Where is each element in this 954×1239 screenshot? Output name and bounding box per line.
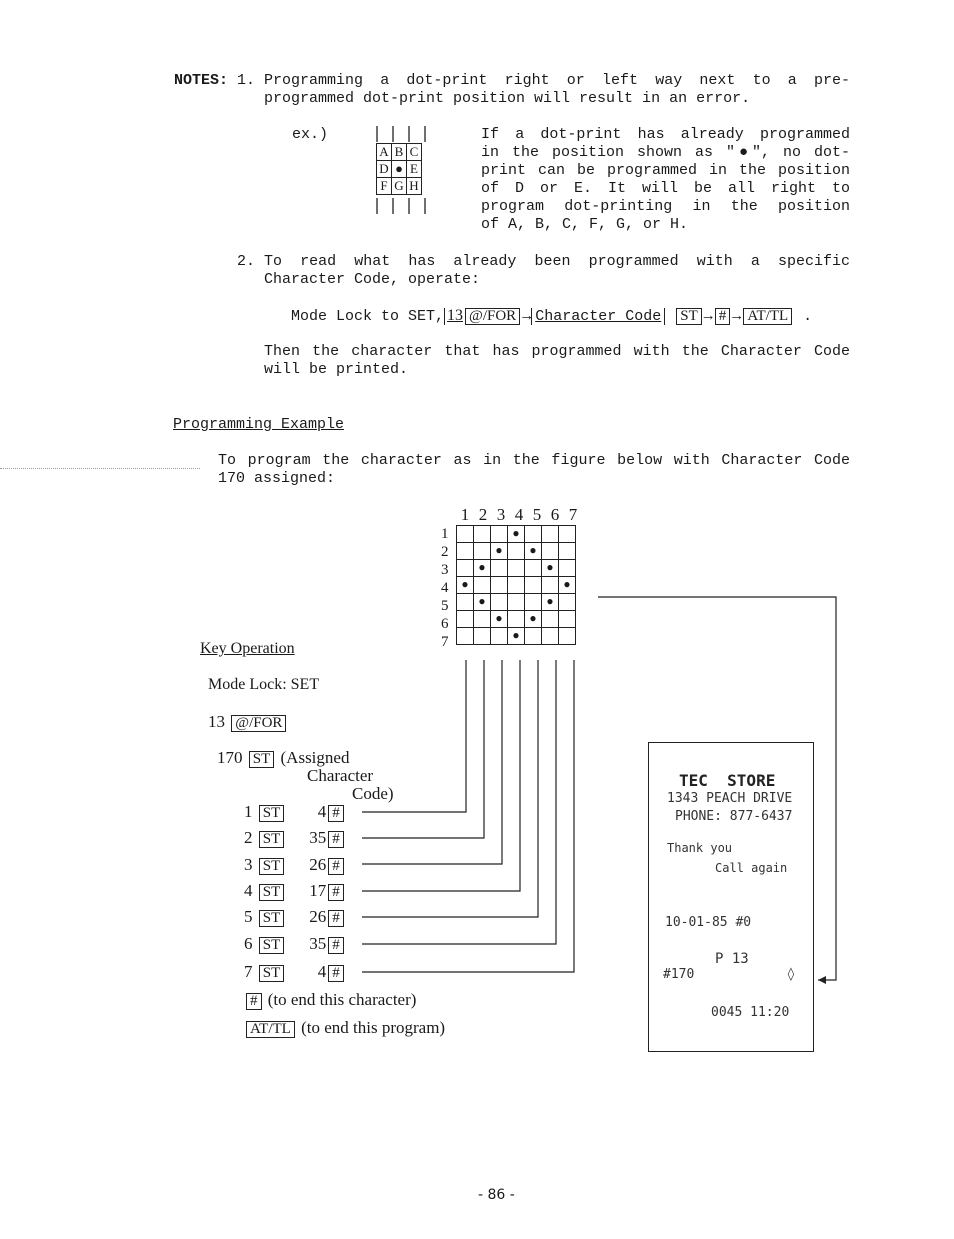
grid-cell-c: C	[407, 144, 422, 161]
grid-cell-d: D	[377, 161, 392, 178]
row-number: 3	[441, 562, 449, 578]
st-key: ST	[676, 308, 702, 325]
hash-key: #	[328, 937, 344, 954]
row-value: 35	[309, 934, 327, 953]
st-key: ST	[249, 751, 275, 768]
row-number: 6	[441, 616, 449, 632]
example-text-2: in the position shown as "●", no dot-	[481, 144, 850, 161]
hash-key: #	[328, 884, 344, 901]
mode-lock-set: Mode Lock: SET	[208, 676, 320, 693]
row-value: 4	[317, 802, 327, 821]
grid-cell-dot: ●	[392, 161, 407, 178]
attl-key: AT/TL	[743, 308, 792, 325]
seq-13: 13	[447, 307, 464, 324]
attl-key: AT/TL	[246, 1021, 295, 1038]
note-1-number: 1.	[237, 72, 256, 89]
col-number: 7	[568, 505, 578, 524]
key-row-5	[244, 907, 346, 927]
col-number: 1	[460, 505, 470, 524]
st-key: ST	[259, 858, 285, 875]
row-number: 1	[441, 526, 449, 542]
hash-key: #	[328, 805, 344, 822]
grid-cell-f: F	[377, 178, 392, 195]
receipt-p-line: P 13	[715, 951, 749, 967]
for-key: @/FOR	[231, 715, 286, 732]
hash-key: #	[246, 993, 262, 1010]
receipt-address: 1343 PEACH DRIVE	[667, 791, 793, 806]
step-170-number: 170	[217, 748, 243, 767]
seq-character-code: Character Code	[535, 308, 662, 325]
dot-cell-filled: ●	[542, 594, 559, 611]
key-row-1	[244, 802, 346, 822]
programming-example-heading: Programming Example	[173, 416, 345, 433]
dot-cell-filled: ●	[525, 543, 542, 560]
receipt-footer: 0045 11:20	[711, 1005, 790, 1020]
row-label: 3	[244, 855, 253, 874]
st-key: ST	[259, 831, 285, 848]
row-number: 2	[441, 544, 449, 560]
grid-cell-h: H	[407, 178, 422, 195]
grid-cell-b: B	[392, 144, 407, 161]
dot-cell-filled: ●	[508, 628, 525, 645]
example-label: ex.)	[292, 126, 329, 143]
notes-label: NOTES:	[174, 72, 229, 89]
key-row-6	[244, 934, 346, 954]
end-character-text: (to end this character)	[267, 990, 417, 1009]
receipt-code: #170	[663, 967, 695, 982]
key-operation-heading: Key Operation	[200, 640, 295, 657]
key-row-3	[244, 855, 346, 875]
dot-cell-filled: ●	[491, 543, 508, 560]
st-key: ST	[259, 910, 285, 927]
key-row-4	[244, 881, 346, 901]
dot-cell-filled: ●	[525, 611, 542, 628]
dot-cell-filled: ●	[542, 560, 559, 577]
intro-line-1: To program the character as in the figure below with Character Code	[218, 452, 850, 469]
example-text-3: print can be programmed in the position	[481, 162, 850, 179]
col-number: 5	[532, 505, 542, 524]
receipt-phone: PHONE: 877-6437	[675, 809, 793, 824]
assigned-line-1: (Assigned	[280, 748, 350, 767]
receipt-store: TEC STORE	[679, 771, 776, 790]
row-label: 2	[244, 828, 253, 847]
note-2-line-1: To read what has already been programmed with a specific	[264, 253, 850, 270]
step-13-number: 13	[208, 712, 225, 731]
col-number: 6	[550, 505, 560, 524]
col-number: 2	[478, 505, 488, 524]
receipt-date: 10-01-85 #0	[665, 915, 752, 930]
seq-prefix: Mode Lock to SET,	[291, 308, 445, 325]
end-character-step	[244, 990, 416, 1010]
dot-cell-filled: ●	[508, 526, 525, 543]
dot-cell-filled: ●	[559, 577, 576, 594]
dot-cell-filled: ●	[491, 611, 508, 628]
arrow-icon: →	[703, 308, 713, 325]
row-label: 7	[244, 962, 253, 981]
arrow-icon: →	[522, 308, 532, 325]
arrow-icon: →	[732, 308, 742, 325]
col-number: 4	[514, 505, 524, 524]
row-value: 26	[309, 855, 327, 874]
row-value: 4	[317, 962, 327, 981]
hash-key: #	[328, 858, 344, 875]
key-row-2	[244, 828, 346, 848]
step-13	[208, 712, 288, 732]
receipt-printed-char: ◊	[787, 967, 795, 982]
hash-key: #	[715, 308, 731, 325]
example-text-1: If a dot-print has already programmed	[481, 126, 850, 143]
grid-cell-e: E	[407, 161, 422, 178]
dot-cell-filled: ●	[457, 577, 474, 594]
st-key: ST	[259, 937, 285, 954]
row-number: 5	[441, 598, 449, 614]
row-label: 5	[244, 907, 253, 926]
note-2-line-2: Character Code, operate:	[264, 271, 481, 288]
example-text-5: program dot-printing in the position	[481, 198, 850, 215]
row-number: 7	[441, 634, 449, 650]
then-line-1: Then the character that has programmed with the Character Code	[264, 343, 850, 360]
hash-key: #	[328, 831, 344, 848]
dot-cell-filled: ●	[474, 560, 491, 577]
st-key: ST	[259, 805, 285, 822]
then-line-2: will be printed.	[264, 361, 409, 378]
receipt-thanks: Thank you	[667, 841, 733, 855]
seq-period: .	[803, 308, 813, 325]
note-2-number: 2.	[237, 253, 256, 270]
hash-key: #	[328, 910, 344, 927]
row-value: 35	[309, 828, 327, 847]
intro-line-2: 170 assigned:	[218, 470, 336, 487]
row-value: 17	[309, 881, 327, 900]
assigned-line-2: Character	[307, 766, 374, 785]
dot-cell-filled: ●	[474, 594, 491, 611]
row-label: 6	[244, 934, 253, 953]
for-key: @/FOR	[465, 308, 520, 325]
key-row-7	[244, 962, 346, 982]
example-text-6: of A, B, C, F, G, or H.	[481, 216, 689, 233]
row-label: 4	[244, 881, 253, 900]
st-key: ST	[259, 884, 285, 901]
note-1-line-2: programmed dot-print position will result in an error.	[264, 90, 751, 107]
hash-key: #	[328, 965, 344, 982]
end-program-step	[244, 1018, 445, 1038]
end-program-text: (to end this program)	[301, 1018, 446, 1037]
page-number: - 86 -	[478, 1187, 515, 1203]
grid-cell-a: A	[377, 144, 392, 161]
receipt	[648, 742, 814, 1052]
grid-cell-g: G	[392, 178, 407, 195]
row-value: 26	[309, 907, 327, 926]
receipt-call-again: Call again	[715, 861, 788, 875]
step-170	[217, 748, 349, 768]
row-number: 4	[441, 580, 449, 596]
example-text-4: of D or E. It will be all right to	[481, 180, 850, 197]
note-1-line-1: Programming a dot-print right or left way next to a pre-	[264, 72, 850, 89]
row-label: 1	[244, 802, 253, 821]
assigned-line-3: Code)	[352, 784, 394, 803]
st-key: ST	[259, 965, 285, 982]
col-number: 3	[496, 505, 506, 524]
